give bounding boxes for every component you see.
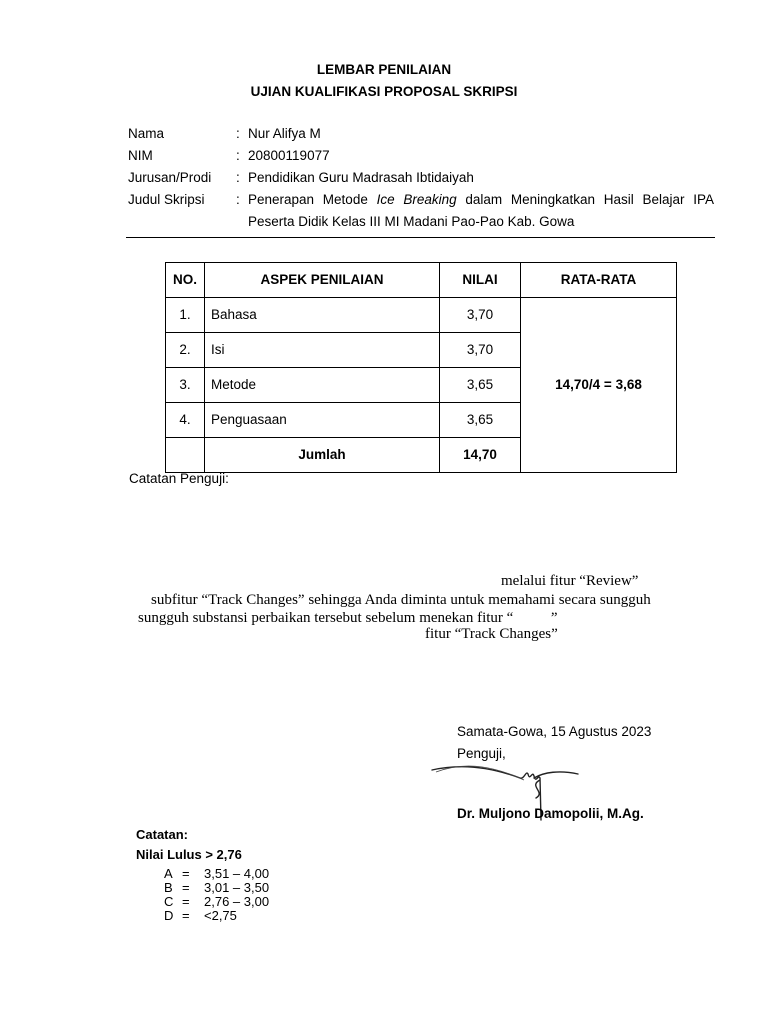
row-aspek: Isi xyxy=(205,333,440,368)
jumlah-label: Jumlah xyxy=(205,438,440,473)
document-title: LEMBAR PENILAIAN xyxy=(316,62,452,77)
note-line-1: melalui fitur “Review” xyxy=(501,573,639,589)
jurusan-label: Jurusan/Prodi xyxy=(128,170,212,185)
catatan-penguji-label: Catatan Penguji: xyxy=(129,471,229,486)
nama-label: Nama xyxy=(128,126,165,141)
rata-rata-value: 14,70/4 = 3,68 xyxy=(521,298,677,473)
judul-pre: Penerapan Metode xyxy=(248,192,377,207)
signer-name: Dr. Muljono Damopolii, M.Ag. xyxy=(457,806,644,821)
scale-row-b xyxy=(164,881,269,895)
document-subtitle: UJIAN KUALIFIKASI PROPOSAL SKRIPSI xyxy=(250,84,518,99)
scale-range: <2,75 xyxy=(204,908,237,923)
scale-equals: = xyxy=(182,908,190,923)
row-nilai: 3,65 xyxy=(440,368,521,403)
header-nilai: NILAI xyxy=(440,263,521,298)
scale-range: 2,76 – 3,00 xyxy=(204,894,270,909)
row-no: 4. xyxy=(166,403,205,438)
scale-equals: = xyxy=(182,866,190,881)
jurusan-value: Pendidikan Guru Madrasah Ibtidaiyah xyxy=(248,170,474,185)
scale-equals: = xyxy=(182,894,190,909)
jurusan-colon: : xyxy=(236,170,240,185)
judul-post: dalam Meningkatkan Hasil Belajar IPA xyxy=(456,192,714,207)
judul-colon: : xyxy=(236,192,240,207)
signer-role: Penguji, xyxy=(457,746,506,761)
table-header-row xyxy=(166,263,677,298)
note-line-3: sungguh substansi perbaikan tersebut sebelum menekan fitur “ ” xyxy=(138,610,558,626)
row-nilai: 3,70 xyxy=(440,333,521,368)
scale-row-a xyxy=(164,867,269,881)
header-divider xyxy=(126,237,715,238)
judul-line-2: Peserta Didik Kelas III MI Madani Pao-Pao Kab. Gowa xyxy=(248,214,575,229)
judul-italic: Ice Breaking xyxy=(376,192,457,207)
scale-range: 3,51 – 4,00 xyxy=(204,866,270,881)
nim-value: 20800119077 xyxy=(248,148,330,163)
scale-range: 3,01 – 3,50 xyxy=(204,880,270,895)
header-rata-rata: RATA-RATA xyxy=(521,263,677,298)
row-aspek: Bahasa xyxy=(205,298,440,333)
nilai-lulus: Nilai Lulus > 2,76 xyxy=(136,847,242,862)
header-aspek: ASPEK PENILAIAN xyxy=(205,263,440,298)
scale-row-c xyxy=(164,895,269,909)
row-nilai: 3,70 xyxy=(440,298,521,333)
catatan-label: Catatan: xyxy=(136,827,189,842)
row-aspek: Penguasaan xyxy=(205,403,440,438)
scale-letter: B xyxy=(164,880,173,895)
nim-colon: : xyxy=(236,148,240,163)
nim-label: NIM xyxy=(128,148,153,163)
nama-value: Nur Alifya M xyxy=(248,126,321,141)
jumlah-value: 14,70 xyxy=(440,438,521,473)
note-line-4: fitur “Track Changes” xyxy=(425,626,558,642)
scale-letter: D xyxy=(164,908,174,923)
row-aspek: Metode xyxy=(205,368,440,403)
row-no: 3. xyxy=(166,368,205,403)
scale-row-d xyxy=(164,909,237,923)
jumlah-empty-cell xyxy=(166,438,205,473)
row-no: 1. xyxy=(166,298,205,333)
grade-table xyxy=(165,262,677,473)
table-row xyxy=(166,298,677,333)
place-date: Samata-Gowa, 15 Agustus 2023 xyxy=(457,724,652,739)
scale-letter: C xyxy=(164,894,174,909)
row-no: 2. xyxy=(166,333,205,368)
header-no: NO. xyxy=(166,263,205,298)
scale-letter: A xyxy=(164,866,173,881)
row-nilai: 3,65 xyxy=(440,403,521,438)
judul-line-1 xyxy=(248,192,714,207)
nama-colon: : xyxy=(236,126,240,141)
note-line-2: subfitur “Track Changes” sehingga Anda diminta untuk memahami secara sungguh xyxy=(151,592,651,608)
scale-equals: = xyxy=(182,880,190,895)
judul-label: Judul Skripsi xyxy=(128,192,205,207)
